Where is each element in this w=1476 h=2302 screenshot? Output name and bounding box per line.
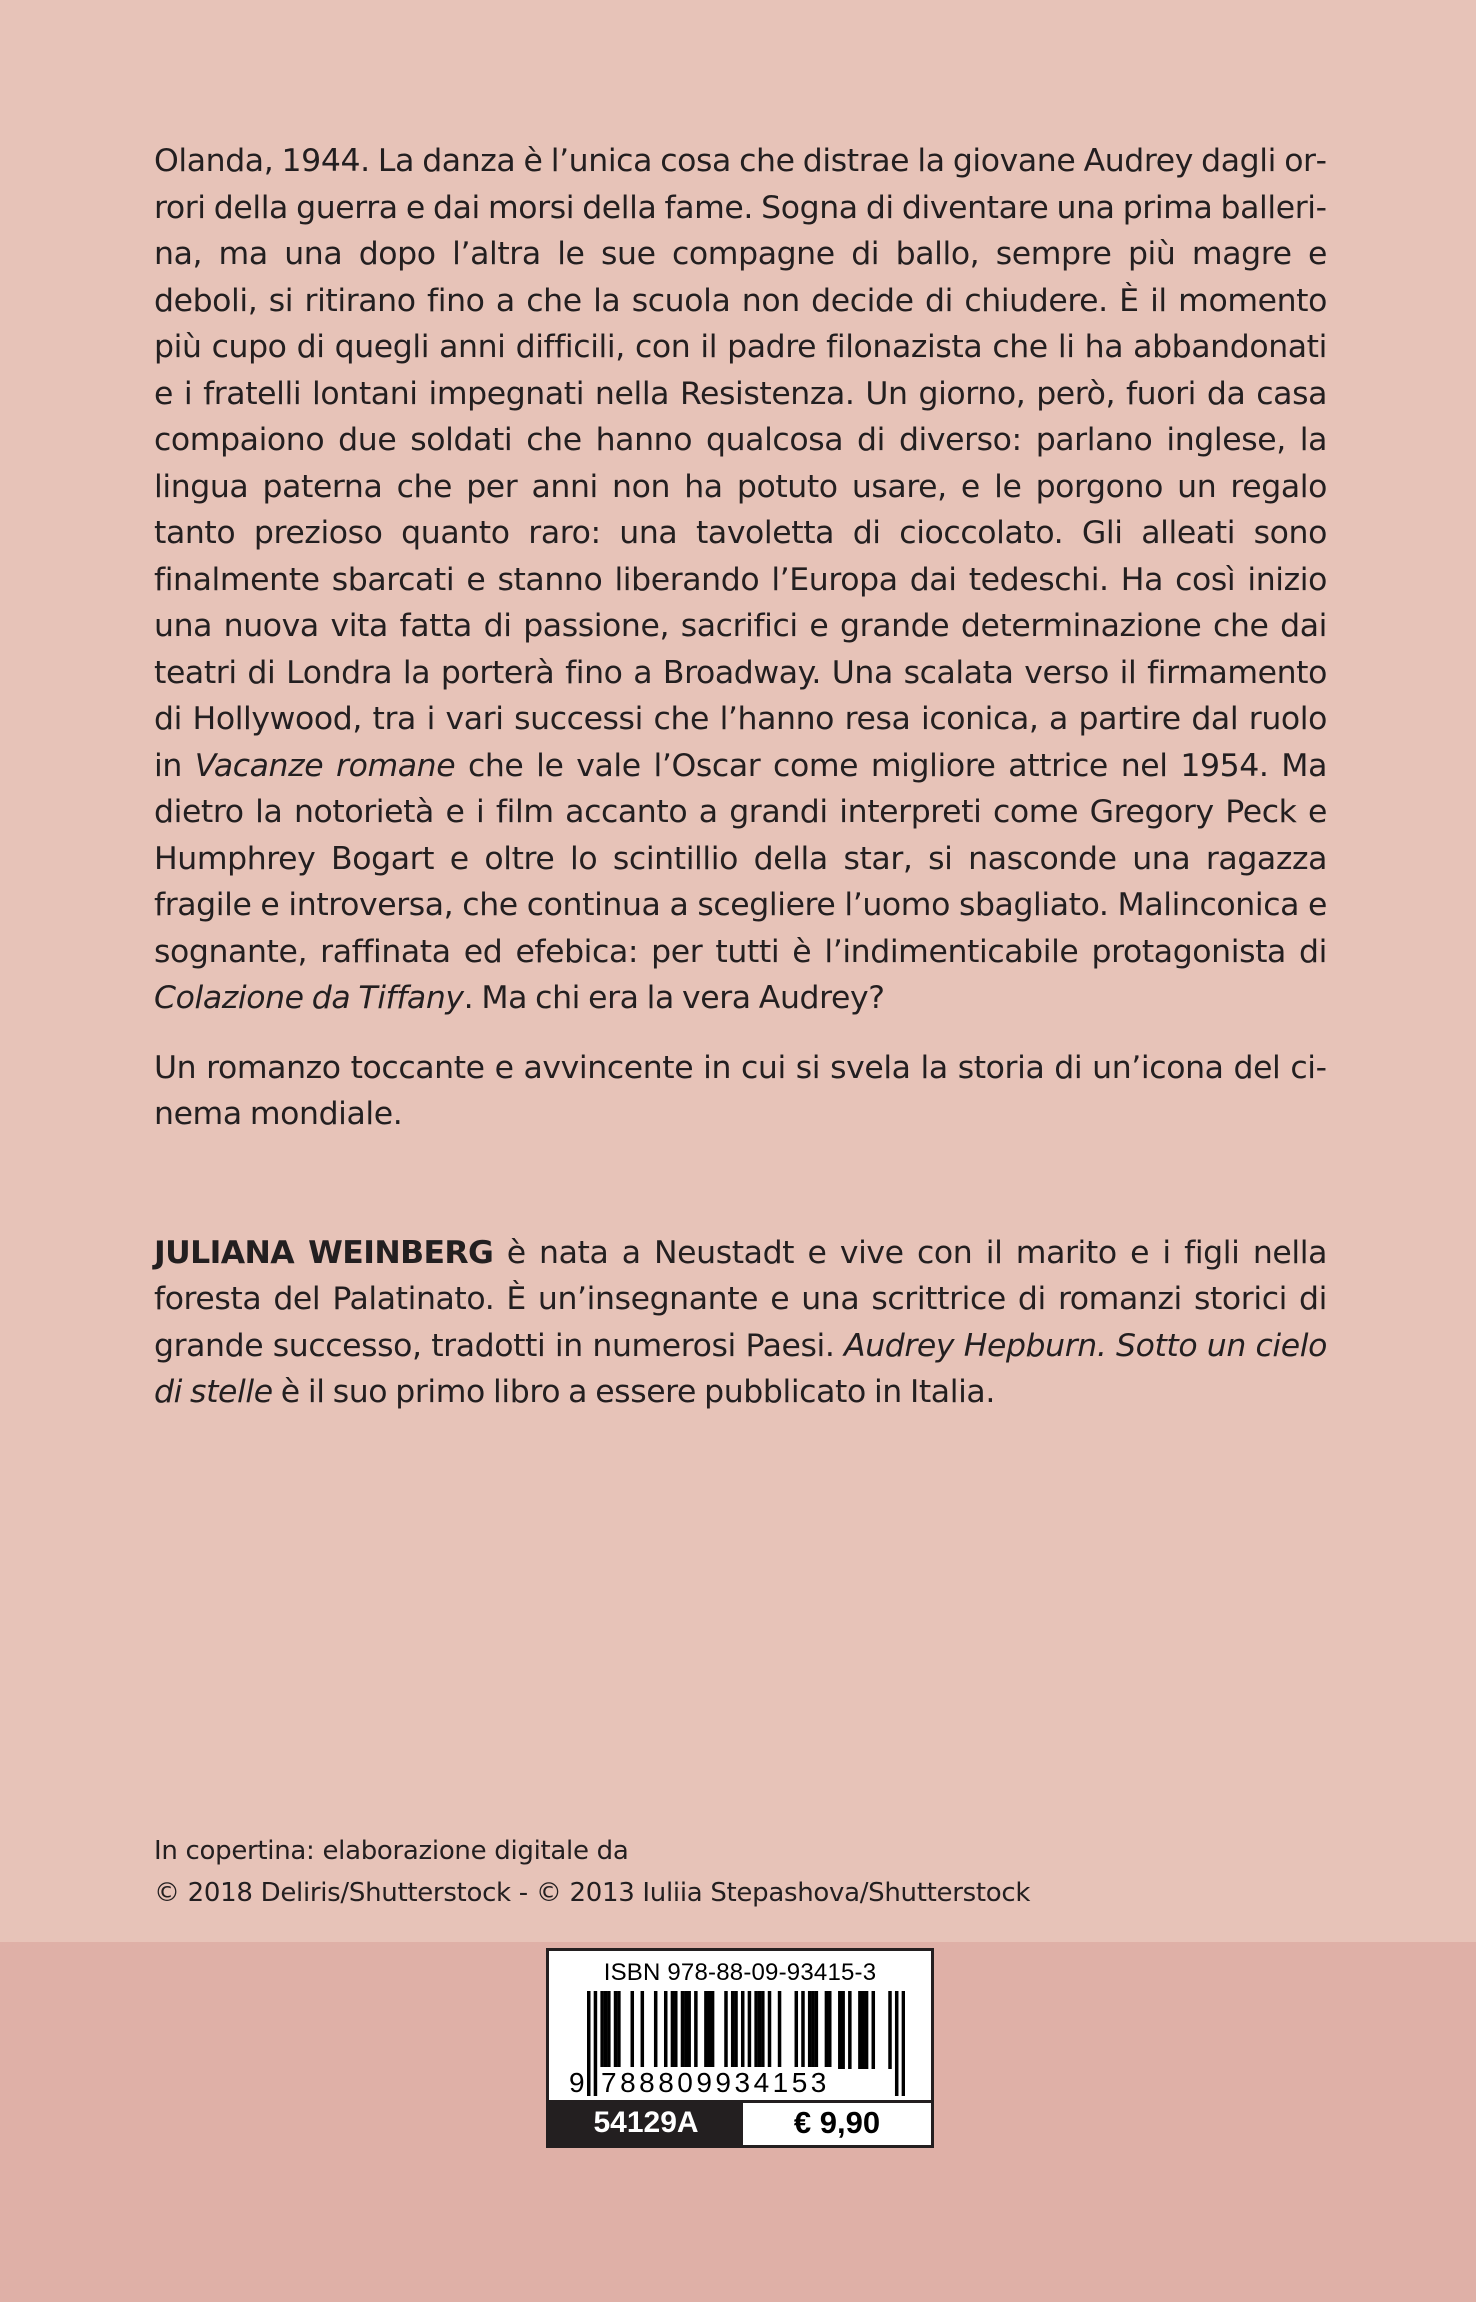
barcode-bar <box>708 1991 712 2069</box>
barcode-bar <box>674 1991 678 2069</box>
back-cover-text <box>154 138 1327 1416</box>
film-title-vacanze-romane: Vacanze romane <box>194 747 456 784</box>
author-bio-text-part-2: è il suo primo libro a essere pubblicato in Italia. <box>272 1374 995 1410</box>
barcode-bar <box>671 1991 675 2069</box>
barcode-bar <box>865 1991 869 2069</box>
author-bio-paragraph <box>154 1230 1327 1416</box>
cover-credits <box>154 1830 1030 1914</box>
barcode-bar <box>801 1991 805 2069</box>
barcode-bar <box>687 1991 691 2069</box>
barcode-bar <box>654 1991 658 2069</box>
barcode-bar <box>681 1991 685 2069</box>
barcode-bar <box>604 1991 608 2069</box>
barcode-bar <box>694 1991 698 2069</box>
barcode-bar <box>724 1991 728 2069</box>
barcode-label <box>546 1948 934 2148</box>
barcode-bar <box>614 1991 618 2069</box>
synopsis-text-part-3: . Ma chi era la vera Audrey? <box>463 980 885 1016</box>
barcode-bar <box>828 1991 832 2069</box>
ean-remaining-digits: 788809934153 <box>601 2067 830 2098</box>
barcode-bar <box>838 1991 842 2069</box>
synopsis-text-part-1: Olanda, 1944. La danza è l’unica cosa che distrae la giovane Audrey dagli orrori della guerra e dai morsi della fame. Sogna di diventare una prima ballerina, ma una dopo l’altra le sue compagne di ballo, sempre più magre e deboli, si ritirano fino a che la scuola non decide di chiudere. È il momento più cupo di quegli anni difficili, con il padre filonazista che li ha abbandonati e i fratelli lontani impegnati nella Resistenza. Un giorno, però, fuori da casa compaiono due soldati che hanno qualcosa di diverso: parlano inglese, la lingua paterna che per anni non ha potuto usare, e le porgono un regalo tanto prezioso quanto raro: una tavoletta di cioccolato. Gli alleati sono finalmente sbarcati e stanno liberando l’Europa dai tedeschi. Ha così inizio una nuova vita fatta di passione, sacrifici e grande determinazione che dai teatri di Londra la porterà fino a Broadway. Una scalata verso il firmamento di Hollywood, tra i vari successi che l’hanno resa iconica, a partire dal ruolo in <box>154 143 1327 784</box>
barcode-bar <box>825 1991 829 2069</box>
product-code: 54129A <box>549 2103 743 2145</box>
ean-first-digit: 9 <box>569 2067 589 2098</box>
cover-credits-line-2: © 2018 Deliris/Shutterstock - © 2013 Iuliia Stepashova/Shutterstock <box>154 1878 1031 1908</box>
barcode-bar <box>848 1991 852 2069</box>
barcode-bar <box>758 1991 762 2069</box>
barcode-bar <box>711 1991 715 2069</box>
barcode-bar <box>815 1991 819 2069</box>
barcode-bar <box>734 1991 738 2069</box>
synopsis-paragraph <box>154 138 1327 1022</box>
barcode-bar <box>761 1991 765 2069</box>
price: € 9,90 <box>743 2103 931 2145</box>
synopsis-text-part-2: che le vale l’Oscar come migliore attrice nel 1954. Ma dietro la notorietà e i film accanto a grandi interpreti come Gregory Peck e Humphrey Bogart e oltre lo scintillio della star, si nasconde una ragazza fragile e introversa, che continua a scegliere l’uomo sbagliato. Malinconica e sognante, raffinata ed efebica: per tutti è l’indimenticabile protagonista di <box>154 747 1327 970</box>
barcode-bar <box>594 1991 598 2096</box>
barcode-bar <box>617 1991 621 2069</box>
tagline-paragraph: Un romanzo toccante e avvincente in cui si svela la storia di un’icona del cinema mondiale. <box>154 1049 1327 1132</box>
film-title-colazione-da-tiffany: Colazione da Tiffany <box>154 980 464 1016</box>
book-title: Audrey Hepburn. Sotto un cielo di stelle <box>154 1327 1327 1410</box>
barcode-bar <box>811 1991 815 2069</box>
barcode-bar <box>778 1991 782 2069</box>
barcode-bar <box>861 1991 865 2069</box>
barcode-bar <box>858 1991 862 2069</box>
barcode-bar <box>841 1991 845 2069</box>
barcode-bar <box>872 1991 876 2069</box>
barcode-bar <box>895 1991 899 2096</box>
isbn-number: ISBN 978-88-09-93415-3 <box>603 1959 877 1986</box>
barcode-bar <box>631 1991 635 2069</box>
cover-credits-line-1: In copertina: elaborazione digitale da <box>154 1836 629 1866</box>
barcode-bar <box>795 1991 799 2069</box>
barcode-bar <box>731 1991 735 2069</box>
barcode-bar <box>704 1991 708 2069</box>
author-bio-text-part-1: è nata a Neustadt e vive con il marito e i figli nella foresta del Palatinato. È un’insegnante e una scrittrice di romanzi storici di grande successo, tradotti in numerosi Paesi. <box>154 1234 1328 1364</box>
barcode-bar <box>754 1991 758 2069</box>
barcode-bar <box>808 1991 812 2069</box>
barcode-bar <box>684 1991 688 2069</box>
barcode-bar <box>902 1991 905 2096</box>
author-name: JULIANA WEINBERG <box>154 1234 494 1271</box>
barcode-bar <box>641 1991 645 2069</box>
barcode-bar <box>664 1991 668 2069</box>
price-row <box>549 2100 931 2145</box>
barcode-bar <box>768 1991 772 2069</box>
barcode-bar <box>888 1991 892 2069</box>
barcode-bar <box>607 1991 611 2069</box>
barcode-bar <box>600 1991 604 2069</box>
